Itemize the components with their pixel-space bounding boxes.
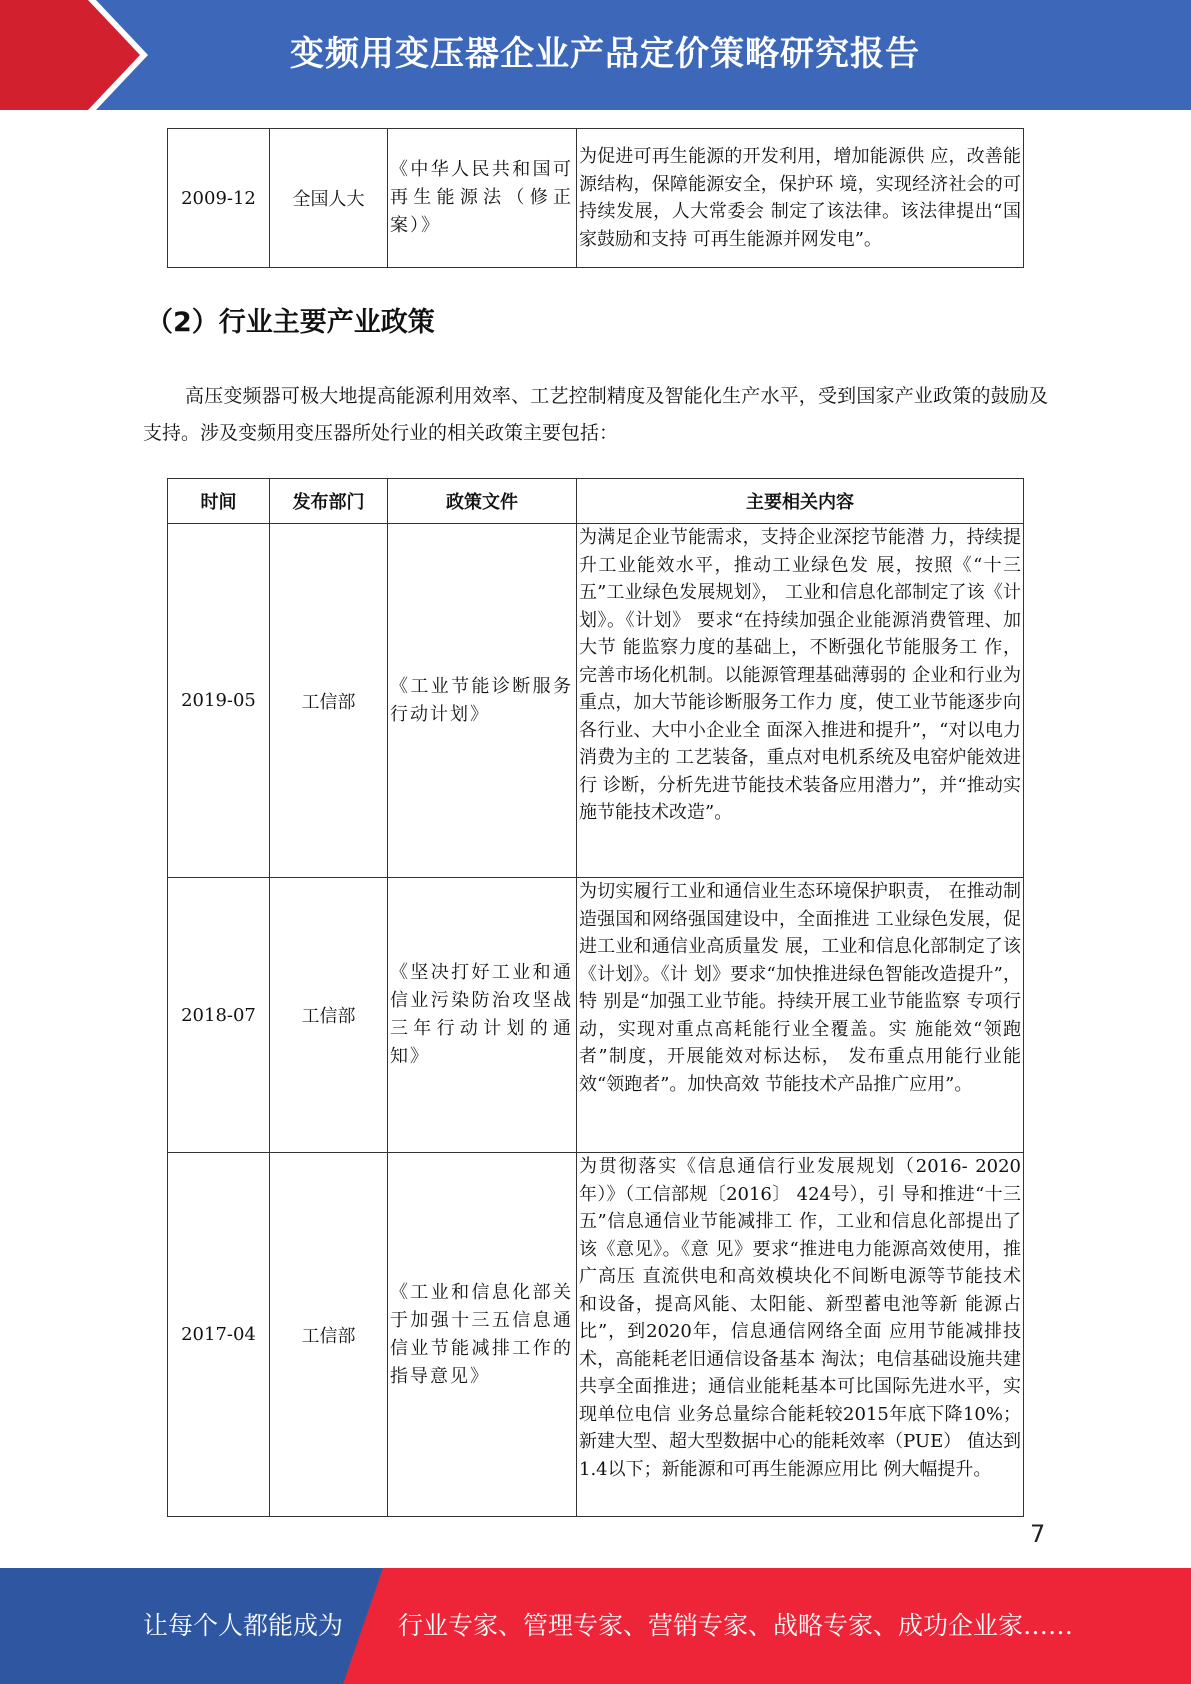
footer-slogan-lead: 让每个人都能成为 [143,1611,344,1640]
page-number: 7 [1030,1520,1046,1548]
policy-date: 2009-12 [168,129,270,268]
policy-date: 2017-04 [168,1153,270,1517]
policy-department: 工信部 [270,524,388,878]
policy-date: 2018-07 [168,878,270,1153]
column-header-department: 发布部门 [270,479,388,524]
policy-document: 《工业节能诊断服务行动计划》 [388,524,577,878]
table-header-row [168,479,1024,524]
policy-content: 为切实履行工业和通信业生态环境保护职责， 在推动制造强国和网络强国建设中，全面推进 工业绿色发展，促进工业和通信业高质量发 展，工业和信息化部制定了该《计划》。《计 划》要求“加快推进绿色智能改造提升”，特 别是“加强工业节能。持续开展工业节能监察 专项行动，实现对重点高耗能行业全覆盖。实 施能效“领跑者”制度，开展能效对标达标， 发布重点用能行业能效“领跑者”。加快高效 节能技术产品推广应用”。 [577,878,1024,1153]
table-row [168,1153,1024,1517]
report-title: 变频用变压器企业产品定价策略研究报告 [290,34,920,74]
table-row [168,129,1024,268]
policy-date: 2019-05 [168,524,270,878]
policy-document: 《工业和信息化部关于加强十三五信息通信业节能减排工作的指导意见》 [388,1153,577,1517]
policy-document: 《坚决打好工业和通信业污染防治攻坚战三年行动计划的通知》 [388,878,577,1153]
page-footer [0,1568,1191,1684]
footer-slogan-roles: 行业专家、管理专家、营销专家、战略专家、成功企业家…… [398,1611,1074,1640]
table-row [168,524,1024,878]
page-header [0,0,1191,110]
column-header-date: 时间 [168,479,270,524]
policy-content: 为促进可再生能源的开发利用，增加能源供 应，改善能源结构，保障能源安全，保护环 境，实现经济社会的可持续发展，人大常委会 制定了该法律。该法律提出“国家鼓励和支持 可再生能源并网发电”。 [577,129,1024,268]
policy-content: 为贯彻落实《信息通信行业发展规划（2016- 2020年）》（工信部规〔2016〕 424号），引 导和推进“十三五”信息通信业节能减排工 作，工业和信息化部提出了该《意见》。《意 见》要求“推进电力能源高效使用，推广高压 直流供电和高效模块化不间断电源等节能技术 和设备，提高风能、太阳能、新型蓄电池等新 能源占比”，到2020年，信息通信网络全面 应用节能减排技术，高能耗老旧通信设备基本 淘汰；电信基础设施共建共享全面推进；通信业能耗基本可比国际先进水平，实现单位电信 业务总量综合能耗较2015年底下降10%；新建大型、超大型数据中心的能耗效率（PUE） 值达到1.4以下；新能源和可再生能源应用比 例大幅提升。 [579,1156,1021,1480]
table-row [168,878,1024,1153]
policy-table [167,478,1024,1517]
policy-document: 《中华人民共和国可再生能源法（修正案）》 [388,129,577,268]
section-intro: 高压变频器可极大地提高能源利用效率、工艺控制精度及智能化生产水平，受到国家产业政策的鼓励及支持。涉及变频用变压器所处行业的相关政策主要包括： [143,385,1048,444]
policy-department: 全国人大 [270,129,388,268]
header-chevron-decoration [0,0,150,110]
policy-department: 工信部 [270,1153,388,1517]
column-header-document: 政策文件 [388,479,577,524]
policy-content: 为满足企业节能需求，支持企业深挖节能潜 力，持续提升工业能效水平，推动工业绿色发 展，按照《“十三五”工业绿色发展规划》， 工业和信息化部制定了该《计划》。《计划》 要求“在持续加强企业能源消费管理、加大节 能监察力度的基础上，不断强化节能服务工 作，完善市场化机制。以能源管理基础薄弱的 企业和行业为重点，加大节能诊断服务工作力 度，使工业节能逐步向各行业、大中小企业全 面深入推进和提升”，“对以电力消费为主的 工艺装备，重点对电机系统及电窑炉能效进行 诊断，分析先进节能技术装备应用潜力”，并“推动实施节能技术改造”。 [577,524,1024,878]
section-heading: （2）行业主要产业政策 [146,307,435,338]
policy-table-continued [167,128,1024,268]
policy-department: 工信部 [270,878,388,1153]
column-header-content: 主要相关内容 [577,479,1024,524]
